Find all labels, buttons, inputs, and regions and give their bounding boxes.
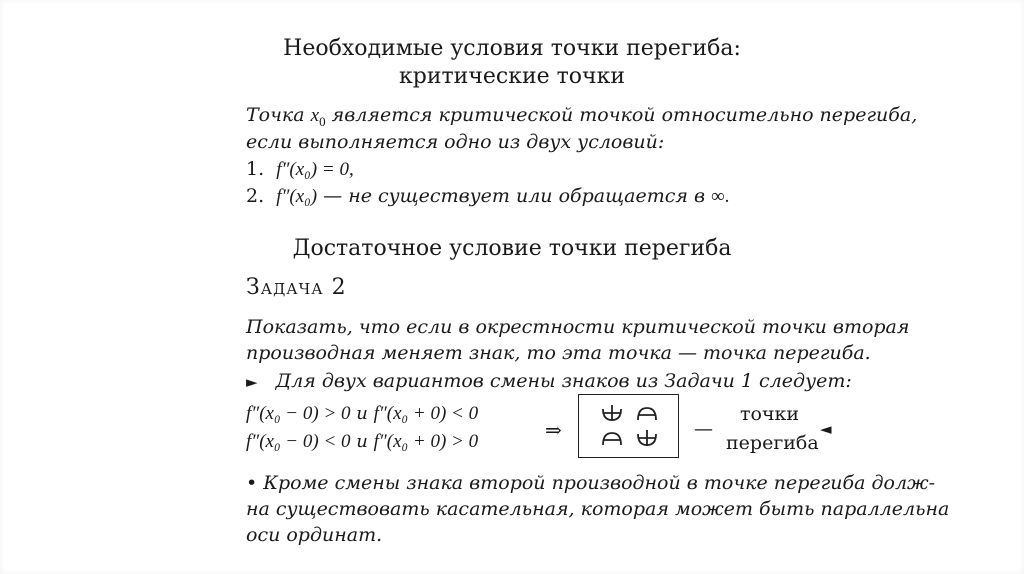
case-1: f″(x₀ − 0) > 0 и f″(x₀ + 0) < 0 [246, 403, 479, 424]
result-line1: точки [740, 403, 800, 425]
end-of-proof-icon: ◄ [820, 420, 832, 438]
condition-1: 1. f″(x₀) = 0, [246, 158, 354, 180]
cap-minus-icon [638, 408, 656, 420]
note-line2: на существовать касательная, которая может быть параллельна [246, 498, 950, 520]
cup-plus-icon [638, 430, 656, 446]
note-line3: оси ординат. [246, 524, 383, 546]
critical-point-definition-line2: если выполняется одно из двух условий: [246, 131, 665, 153]
section1-title-line2: критические точки [398, 64, 625, 89]
condition-2: 2. f″(x₀) — не существует или обращается в ∞. [246, 185, 730, 207]
triangle-right-icon: ► [246, 373, 258, 391]
task-statement-line1: Показать, что если в окрестности критической точки вторая [246, 316, 910, 338]
case-2: f″(x₀ − 0) < 0 и f″(x₀ + 0) > 0 [246, 431, 479, 452]
note-line1: • Кроме смены знака второй производной в точке перегиба долж- [246, 472, 936, 494]
cap-minus-icon [603, 433, 621, 445]
proof-start: ► Для двух вариантов смены знаков из Задачи 1 следует: [246, 370, 852, 392]
implies-arrow: ⇒ [545, 420, 562, 442]
section1-title-line1: Необходимые условия точки перегиба: [283, 36, 741, 61]
task-label: Задача 2 [246, 275, 347, 300]
task-statement-line2: производная меняет знак, то эта точка — точка перегиба. [246, 342, 871, 364]
result-dash: — [694, 418, 713, 440]
result-line2: перегиба [726, 432, 819, 454]
critical-point-definition: Точка $x_0$ является критической точкой относительно перегиба, [246, 104, 918, 129]
cup-plus-icon [603, 405, 621, 421]
section2-title: Достаточное условие точки перегиба [292, 236, 732, 261]
